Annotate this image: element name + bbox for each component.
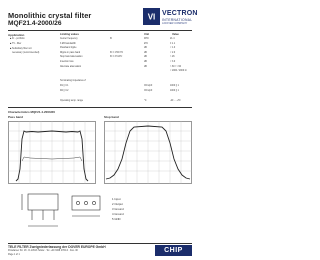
spec-value: ± 1.1 [170,42,176,45]
package-drawing [8,186,192,242]
spec-label: Ripple in pass band [60,51,81,54]
spec-label: Stop band attenuation [60,56,83,59]
vectron-logo [143,8,160,25]
package-side-view [22,194,58,226]
pass-band-chart [8,121,96,184]
spec-value: < 1.0 [170,47,176,50]
footer-divider [8,243,192,244]
spec-col-value: Value [172,33,179,36]
temp-value: -20 ... +70 [170,100,181,102]
spec-col-unit: Unit [144,33,150,36]
termination-value: 1000 || 1 [170,85,179,87]
characteristics-heading: Characteristics MQF21.4-2000/26 [8,110,55,114]
application-item: necessary (recommended) [12,51,40,54]
spec-unit: dB [144,47,147,50]
spec-value: > 60 / > 90 [170,65,181,68]
spec-condition: f0 [110,38,112,40]
spec-condition: f0 ± 3.5 kHz [110,56,123,59]
termination-unit: Ohm/pF [144,85,153,87]
spec-value: 21.4 [170,38,175,40]
spec-value: > 26 [170,56,175,59]
footer-logo: CHIP [155,245,192,256]
termination-value: 1000 || 1 [170,89,179,92]
spec-unit: dB [144,51,147,54]
termination-heading: Terminating impedance Z [60,80,86,82]
stop-band-title: Stop band [104,115,119,119]
spec-unit: dB [144,61,147,63]
temp-label: Operating temp. range [60,100,83,102]
package-top-view [72,196,100,216]
application-item: ■ IC - portfolio [10,38,25,40]
application-heading: Application [8,33,25,37]
footer-company: TELE FILTER Zweigniederlassung der DOVER EUROPE GmbH [8,245,106,249]
temp-unit: °C [144,100,147,102]
spec-unit: kHz [144,42,148,45]
spec-col-limiting: Limiting values [60,33,79,36]
part-number: MQF21.4-2000/26 [8,20,62,27]
stop-band-chart [104,121,192,184]
spec-value: < 2.0 [170,51,176,54]
svg-text:1 Input: 1 Input [112,197,121,201]
spec-value: < 3.0 [170,61,176,63]
logo-mark-text: VI [147,12,156,22]
footer-address: Potsdamer Str. 18 · D-14513 Teltow · Tel. +49 3328 4784-0 · Fax -30 [8,250,78,252]
brand-name: VECTRON [162,10,198,17]
pass-band-title: Pass band [8,115,24,119]
termination-unit: Ohm/pF [144,89,153,92]
brand-sub: INTERNATIONAL [162,18,193,22]
termination-label: R1 || C1 [60,85,69,87]
page-title: Monolithic crystal filter [8,11,92,20]
spec-unit: dB [144,56,147,59]
spec-label: Center frequency [60,38,78,40]
footer-page: Page 1 of 1 [8,254,20,256]
spec-label: Passband ripple [60,47,77,50]
spec-value: < 2000 / 2000 Ω [170,70,187,73]
spec-label: Alternate attenuation [60,65,82,68]
svg-text:3 Ground: 3 Ground [112,207,124,211]
spec-unit: dB [144,65,147,68]
spec-condition: f0 ± 1700 Hz [110,51,124,54]
svg-text:5 GND: 5 GND [112,217,121,221]
application-item: ■ Subsidiary filter not [10,48,32,50]
spec-label: 3 dB bandwidth [60,42,76,45]
package-pin-list [112,197,124,221]
brand-tagline: A DOVER COMPANY [162,22,188,25]
spec-unit: MHz [144,38,149,40]
application-item: ■ TV - filter [10,43,22,45]
svg-text:2 Output: 2 Output [112,202,123,206]
svg-text:4 Ground: 4 Ground [112,212,124,216]
section-divider [8,107,192,108]
spec-label: Insertion loss [60,61,74,63]
termination-label: R2 || C2 [60,89,69,92]
header-divider [8,30,192,31]
